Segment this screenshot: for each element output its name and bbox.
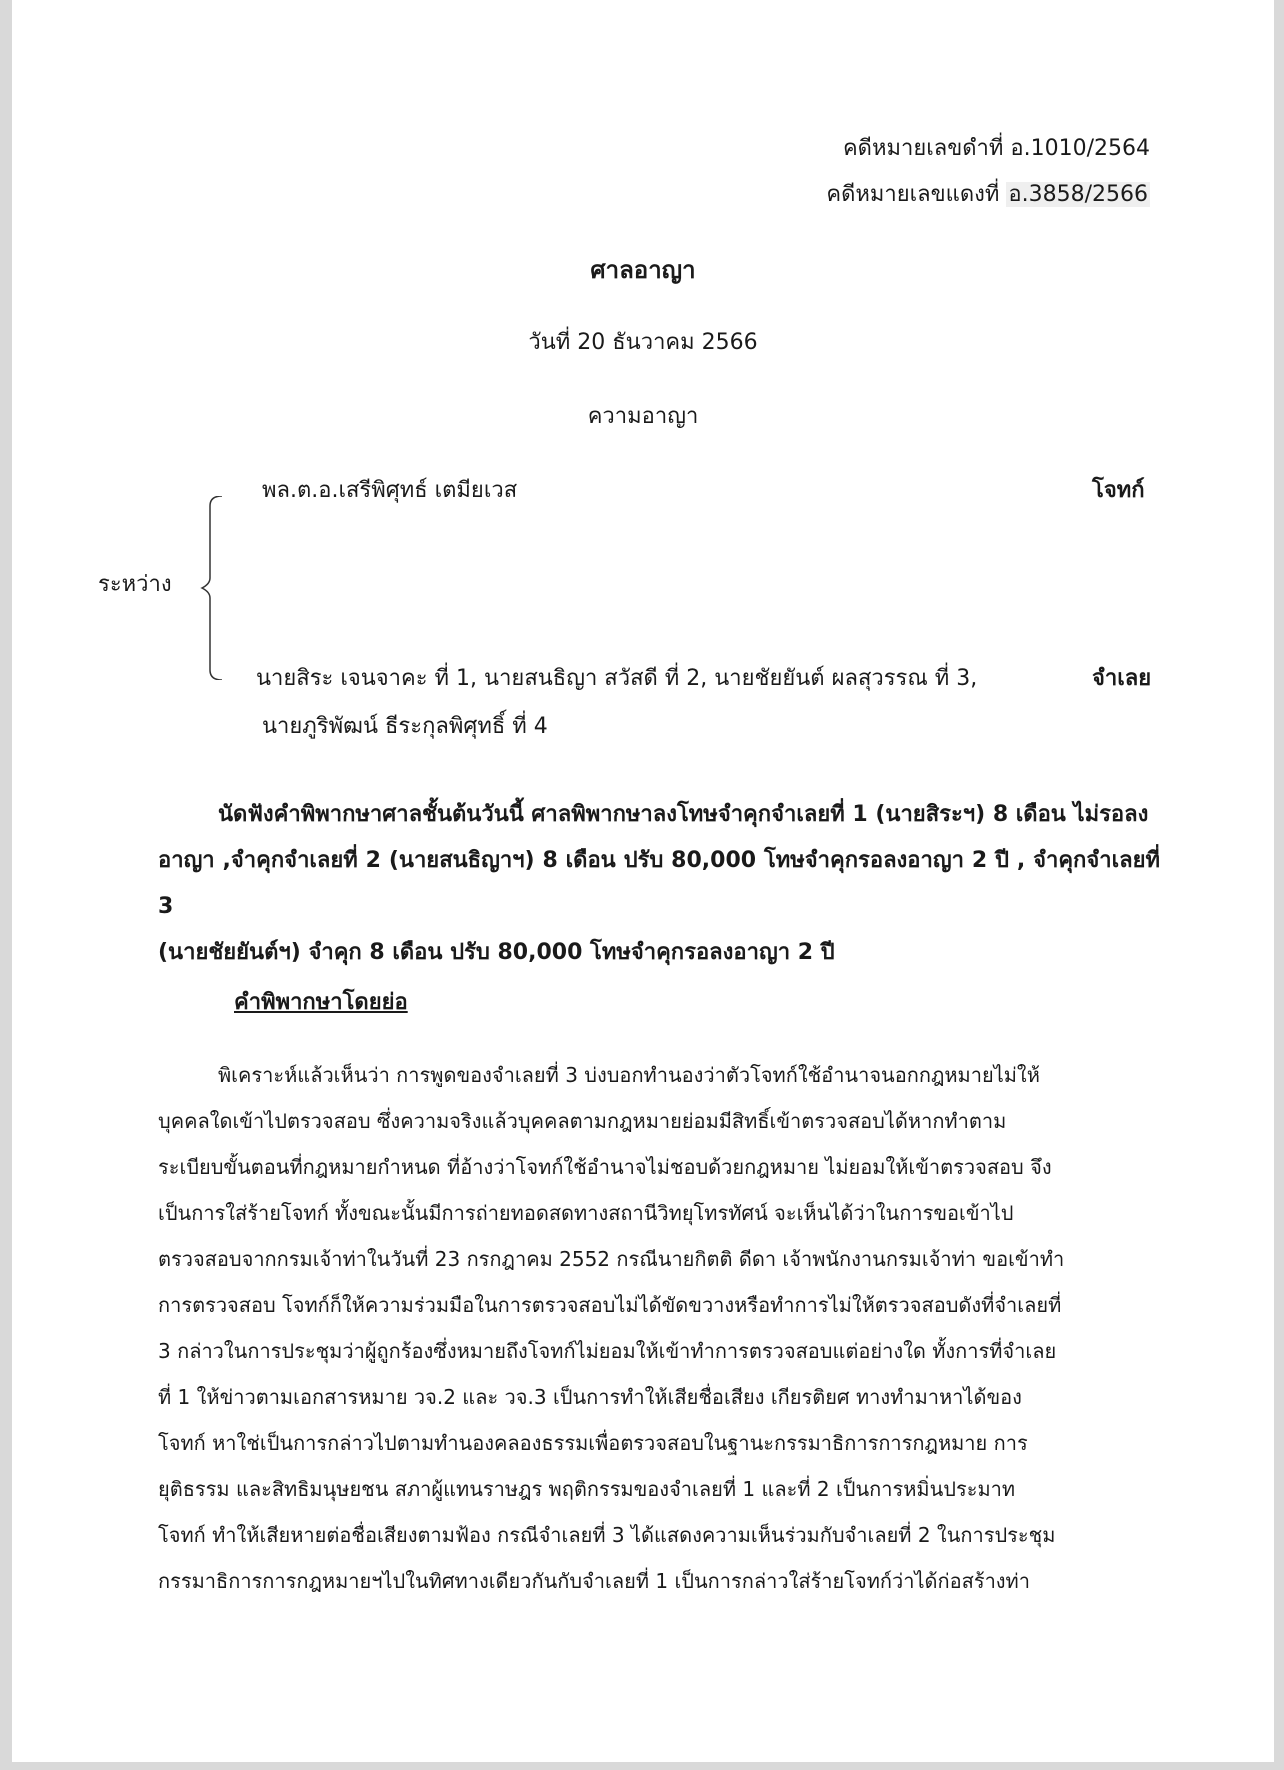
judgment-line: เป็นการใส่ร้ายโจทก์ ทั้งขณะนั้นมีการถ่ายทอดสดทางสถานีวิทยุโทรทัศน์ จะเห็นได้ว่าในการขอเข้าไป (158, 1201, 1014, 1225)
judgment-date: วันที่ 20 ธันวาคม 2566 (528, 330, 758, 355)
defendants-line-1: นายสิระ เจนจาคะ ที่ 1, นายสนธิญา สวัสดี ที่ 2, นายชัยยันต์ ผลสุวรรณ ที่ 3, (256, 666, 978, 691)
between-label: ระหว่าง (98, 572, 172, 597)
judgment-line: โจทก์ ทำให้เสียหายต่อชื่อเสียงตามฟ้อง กรณีจำเลยที่ 3 ได้แสดงความเห็นร่วมกับจำเลยที่ 2 ในการประชุม (158, 1523, 1056, 1547)
judgment-line: ระเบียบขั้นตอนที่กฎหมายกำหนด ที่อ้างว่าโจทก์ใช้อำนาจไม่ชอบด้วยกฎหมาย ไม่ยอมให้เข้าตรวจสอบ จึง (158, 1155, 1052, 1179)
plaintiff-name: พล.ต.อ.เสรีพิศุทธ์ เตมียเวส (262, 478, 518, 503)
plaintiff-role: โจทก์ (1092, 478, 1145, 503)
judgment-line: บุคคลใดเข้าไปตรวจสอบ ซึ่งความจริงแล้วบุคคลตามกฎหมายย่อมมีสิทธิ์เข้าตรวจสอบได้หากทำตาม (158, 1109, 1007, 1133)
judgment-line: พิเคราะห์แล้วเห็นว่า การพูดของจำเลยที่ 3 บ่งบอกทำนองว่าตัวโจทก์ใช้อำนาจนอกกฎหมายไม่ให้ (218, 1063, 1040, 1087)
red-case-number: คดีหมายเลขแดงที่ อ.3858/2566 (826, 182, 1148, 207)
parties-bracket (200, 496, 230, 680)
judgment-text (158, 1052, 1160, 1604)
defendants-line-2: นายภูริพัฒน์ ธีระกุลพิศุทธิ์ ที่ 4 (262, 714, 548, 739)
document-page (12, 0, 1274, 1762)
case-type: ความอาญา (587, 404, 699, 429)
defendants-role: จำเลย (1092, 666, 1152, 691)
court-name: ศาลอาญา (590, 256, 696, 284)
judgment-line: โจทก์ หาใช่เป็นการกล่าวไปตามทำนองคลองธรรมเพื่อตรวจสอบในฐานะกรรมาธิการการกฎหมาย การ (158, 1431, 1028, 1455)
verdict-line: อาญา ,จำคุกจำเลยที่ 2 (นายสนธิญาฯ) 8 เดือน ปรับ 80,000 โทษจำคุกรอลงอาญา 2 ปี , จำคุกจำเลยที่ 3 (158, 848, 1160, 919)
judgment-line: ยุติธรรม และสิทธิมนุษยชน สภาผู้แทนราษฎร พฤติกรรมของจำเลยที่ 1 และที่ 2 เป็นการหมิ่นประมาท (158, 1477, 1016, 1501)
judgment-line: 3 กล่าวในการประชุมว่าผู้ถูกร้องซึ่งหมายถึงโจทก์ไม่ยอมให้เข้าทำการตรวจสอบแต่อย่างใด ทั้งการที่จำเลย (158, 1339, 1057, 1363)
black-case-number: คดีหมายเลขดำที่ อ.1010/2564 (842, 136, 1150, 161)
judgment-line: การตรวจสอบ โจทก์ก็ให้ความร่วมมือในการตรวจสอบไม่ได้ขัดขวางหรือทำการไม่ให้ตรวจสอบดังที่จำเลยที่ (158, 1293, 1062, 1317)
verdict-line: (นายชัยยันต์ฯ) จำคุก 8 เดือน ปรับ 80,000 โทษจำคุกรอลงอาญา 2 ปี (158, 940, 835, 965)
case-numbers (826, 126, 1150, 218)
judgment-heading: คำพิพากษาโดยย่อ (234, 990, 408, 1015)
judgment-line: ตรวจสอบจากกรมเจ้าท่าในวันที่ 23 กรกฎาคม 2552 กรณีนายกิตติ ดีดา เจ้าพนักงานกรมเจ้าท่า ขอเข้าทำ (158, 1247, 1065, 1271)
verdict-line: นัดฟังคำพิพากษาศาลชั้นต้นวันนี้ ศาลพิพากษาลงโทษจำคุกจำเลยที่ 1 (นายสิระฯ) 8 เดือน ไม่รอลง (218, 802, 1149, 827)
verdict-summary (158, 792, 1160, 976)
judgment-line: ที่ 1 ให้ข่าวตามเอกสารหมาย วจ.2 และ วจ.3 เป็นการทำให้เสียชื่อเสียง เกียรติยศ ทางทำมาหาได้ของ (158, 1385, 1022, 1409)
judgment-line: กรรมาธิการการกฎหมายฯไปในทิศทางเดียวกันกับจำเลยที่ 1 เป็นการกล่าวใส่ร้ายโจทก์ว่าได้ก่อสร้างท่า (158, 1569, 1030, 1593)
